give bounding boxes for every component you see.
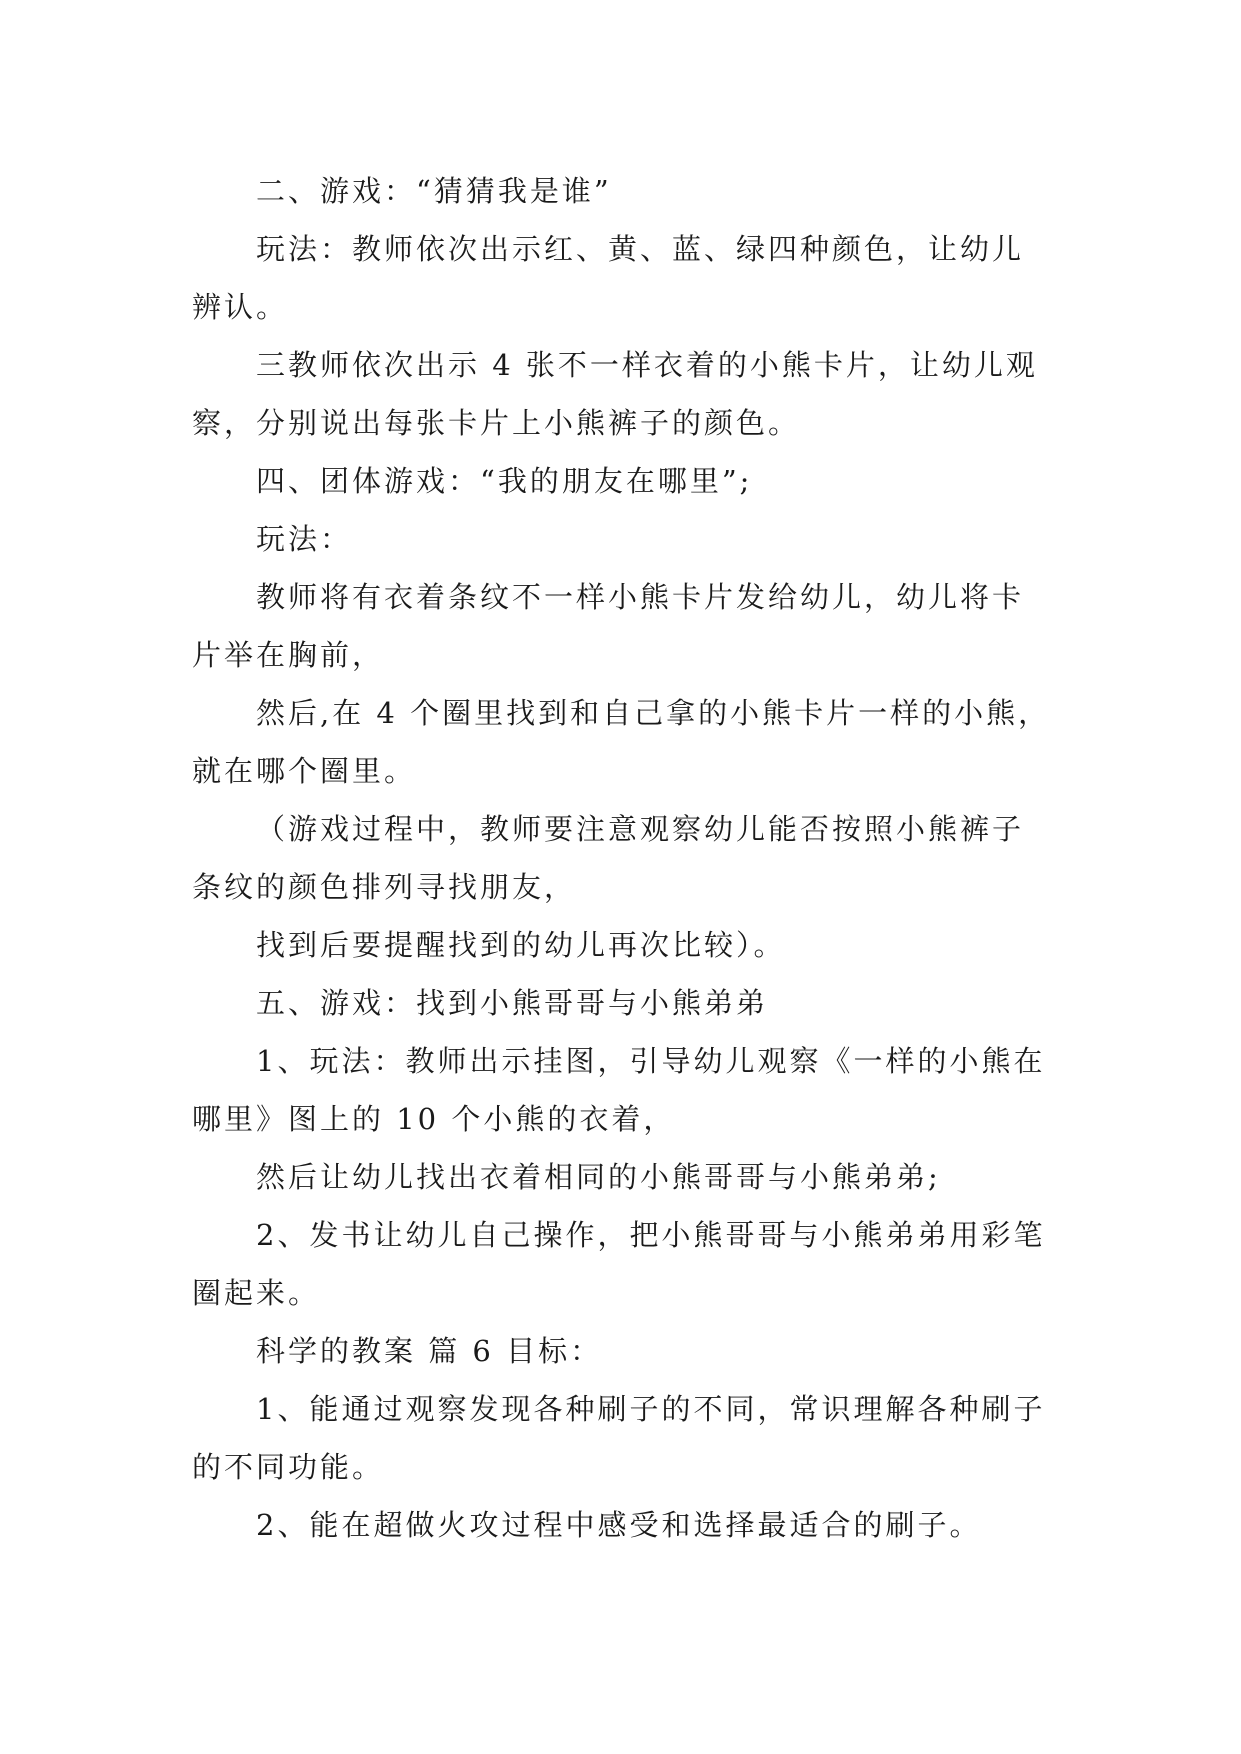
paragraph-goal-two: 2、能在超做火攻过程中感受和选择最适合的刷子。 [256,1508,982,1542]
paragraph-book-operation: 2、发书让幼儿自己操作，把小熊哥哥与小熊弟弟用彩笔圈起来。 [192,1218,1046,1310]
paragraph-wall-chart: 1、玩法：教师出示挂图，引导幼儿观察《一样的小熊在哪里》图上的 10 个小熊的衣着， [192,1044,1046,1136]
paragraph-remind-compare: 找到后要提醒找到的幼儿再次比较）。 [256,928,786,962]
paragraph-lesson-six-heading: 科学的教案 篇 6 目标： [256,1334,603,1368]
paragraph-game-two-title: 二、游戏：“猜猜我是谁” [256,174,612,208]
paragraph-rules-label: 玩法： [256,522,353,556]
paragraph-group-game-title: 四、团体游戏：“我的朋友在哪里”; [256,464,753,498]
document-body [192,162,1054,1554]
paragraph-find-circle: 然后,在 4 个圈里找到和自己拿的小熊卡片一样的小熊，就在哪个圈里。 [192,696,1051,788]
paragraph-game-two-rules: 玩法：教师依次出示红、黄、蓝、绿四种颜色，让幼儿辨认。 [192,232,1025,324]
paragraph-find-same: 然后让幼儿找出衣着相同的小熊哥哥与小熊弟弟; [256,1160,941,1194]
paragraph-card-handout: 教师将有衣着条纹不一样小熊卡片发给幼儿，幼儿将卡片举在胸前， [192,580,1025,672]
paragraph-game-five-title: 五、游戏：找到小熊哥哥与小熊弟弟 [256,986,769,1020]
paragraph-goal-one: 1、能通过观察发现各种刷子的不同，常识理解各种刷子的不同功能。 [192,1392,1046,1484]
paragraph-teacher-observe: （游戏过程中，教师要注意观察幼儿能否按照小熊裤子条纹的颜色排列寻找朋友， [192,812,1025,904]
paragraph-step-three: 三教师依次出示 4 张不一样衣着的小熊卡片，让幼儿观察，分别说出每张卡片上小熊裤子的颜色。 [192,348,1038,440]
